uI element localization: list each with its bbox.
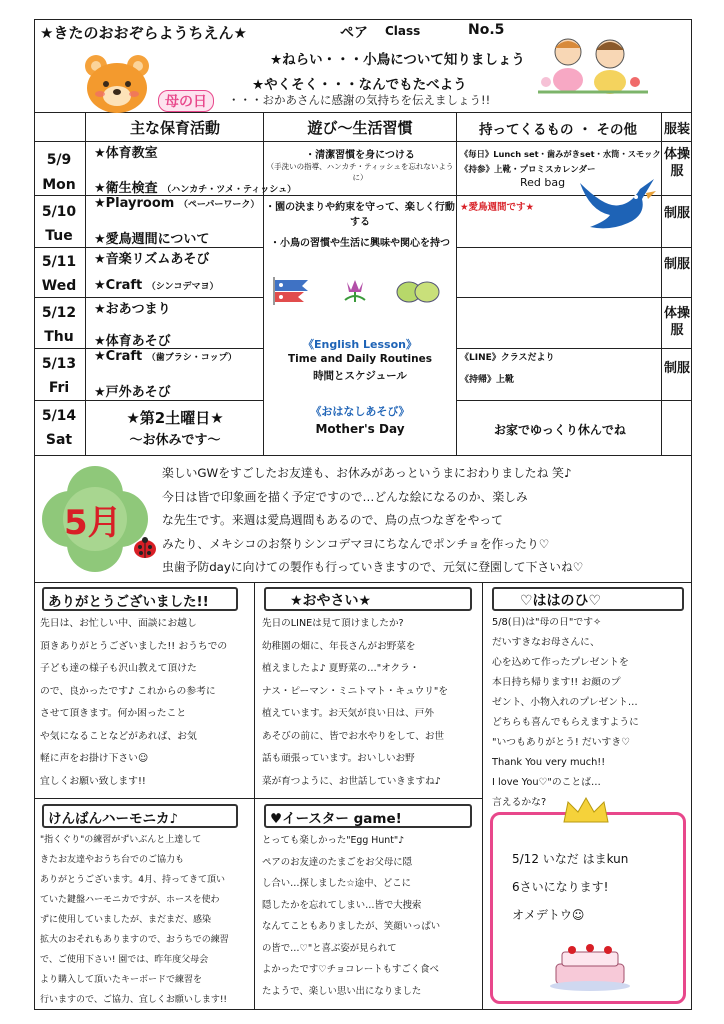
day-weekday: Wed [41, 278, 77, 294]
column-body: 先日は、お忙しい中、面談にお越し 頂きありがとうございました!! おうちでの 子ども達の様子も沢山教えて頂けた ので、良かったです♪ これからの参考に させて頂きます。何か困ったこと や気になることなどがあれば、お気 軽に声をお掛け下さい☺ 宜しくお願い致します!! [40, 618, 228, 787]
column-title: ♥イースター game! [270, 811, 402, 827]
flower-icon [335, 274, 375, 306]
english-lesson-title: 《English Lesson》 [303, 338, 417, 351]
class-name: ペア [340, 25, 368, 41]
column-header-bring: 持ってくるもの ・ その他 [479, 122, 637, 138]
column-header-play: 遊び～生活習慣 [307, 119, 413, 137]
bring-red-bag: Red bag [520, 176, 566, 189]
divider [34, 455, 692, 456]
english-lesson-text: Time and Daily Routines [288, 353, 432, 365]
day-date: 5/13 [41, 356, 77, 372]
habit-text: ・小鳥の習慣や生活に興味や関心を持つ [270, 238, 450, 249]
month-label: 5月 [64, 503, 122, 543]
crown-icon [560, 796, 612, 826]
promise-text: ★やくそく・・・なんでもたべよう [252, 77, 467, 93]
issue-number: No.5 [468, 22, 505, 38]
bear-icon [82, 50, 152, 114]
story-title: 《おはなしあそび》 [310, 405, 410, 418]
bird-week: ★愛鳥週間です★ [460, 202, 535, 213]
clothes-label: 制服 [664, 361, 691, 376]
day-date: 5/12 [41, 305, 77, 321]
mothers-day-label: 母の日 [158, 90, 214, 112]
divider [456, 400, 692, 401]
school-name: ★きたのおおぞらようちえん★ [40, 24, 247, 42]
birthday-message: 5/12 いなだ はまkun 6さいになります! オメデトウ☺ [512, 852, 629, 922]
birthday-cake-icon [548, 940, 632, 992]
activity-item: ★体育あそび [94, 334, 171, 349]
class-word: Class [385, 24, 421, 38]
divider [482, 582, 483, 1010]
column-body: 5/8(日)は"母の日"です✧ だいすきなお母さんに、 心を込めて作ったプレゼントを 本日持ち帰ります!! お顔のプ ゼント、小物入れのプレゼント… どちらも喜んでもらえますように "いつもありがとう! だいすき♡ Thank You very much!! I love You♡"のことば… 言えるかな? [492, 617, 639, 808]
activity-item: ★愛鳥週間について [94, 232, 210, 247]
day-date: 5/9 [46, 152, 72, 168]
day-weekday: Thu [44, 329, 74, 345]
rest-message: お家でゆっくり休んでね [494, 423, 626, 437]
mothers-day-note: ・・・おかあさんに感謝の気持ちを伝えましょう!! [228, 93, 491, 107]
column-header-activity: 主な保育活動 [129, 119, 220, 137]
activity-item: ★Playroom （ペーパーワーク） [94, 196, 260, 211]
column-title: ♡ははのひ♡ [520, 593, 602, 609]
divider [34, 400, 263, 401]
activity-item: ★おあつまり [94, 302, 171, 317]
clothes-label: 制服 [664, 206, 691, 221]
month-message: 楽しいGWをすごしたお友達も、お休みがあっというまにおわりましたね 笑♪ 今日は皆で印象画を描く予定ですので…どんな絵になるのか、楽しみ な先生です。来週は愛鳥週間もあるので、鳥の点つなぎをやって みたり、メキシコのお祭りシンコデマヨにちなんでポンチョを作ったり♡ 虫歯予防dayに向けての製作も行っていきますので、元気に登園して下さいね♡ [162, 466, 584, 574]
day-weekday: Tue [45, 228, 73, 244]
clothes-label: 体操服 [664, 306, 691, 338]
divider [456, 348, 692, 349]
clothes-label: 制服 [664, 257, 691, 272]
clothes-label: 体操服 [664, 147, 691, 179]
activity-item: ★音楽リズムあそび [94, 252, 210, 267]
saturday-note: ～お休みです～ [129, 433, 221, 448]
swallow-icon [576, 175, 658, 241]
day-weekday: Sat [45, 432, 73, 448]
bring-line: 《LINE》クラスだより [460, 353, 555, 363]
column-body: とっても楽しかった"Egg Hunt"♪ ペアのお友達のたまごをお父母に隠 し合い…探しました☆途中、どこに 隠したかを忘れてしまい…皆で大捜索 なんてこともありましたが、笑顔いっぱい の皆で…♡"と喜ぶ姿が見られて よかったです♡チョコレートもすごく食べ たようで、楽しい思い出になりました [262, 835, 441, 997]
column-body: "指くぐり"の練習がずいぶんと上達して きたお友達やおうち台でのご協力も ありがとうございます。4月、持ってきて頂い ていた鍵盤ハーモニカですが、ホースを使わ ずに使用していましたが、まだまだ、感染 拡大のおそれもありますので、おうちでの練習 で、ご使用下さい! 園では、昨年度父母会 より購入して頂いたキーボードで練習を 行いますので、ご協力、宜しくお願いします!! [40, 835, 229, 1005]
english-lesson-text: 時間とスケジュール [313, 370, 407, 382]
divider [661, 112, 662, 455]
day-date: 5/10 [41, 204, 77, 220]
habit-text: ・園の決まりや約束を守って、楽しく行動する [265, 202, 455, 228]
day-date: 5/14 [41, 408, 77, 424]
activity-item: ★Craft （歯ブラシ・コップ） [94, 349, 237, 364]
divider [85, 112, 86, 455]
day-date: 5/11 [41, 254, 77, 270]
column-body: 先日のLINEは見て頂けましたか? 幼稚園の畑に、年長さんがお野菜を 植えましたよ♪ 夏野菜の…"オクラ・ ナス・ピーマン・ミニトマト・キュウリ"を 植えています。お天気が良い日は、戸外 あそびの前に、皆でお水やりをして、お世 話も頑張っています。おいしいお野 菜が育つように、お世話していきますね♪ [262, 618, 448, 787]
divider [34, 582, 692, 583]
habit-text: ・清潔習慣を身につける [305, 150, 415, 161]
habit-note: （手洗いの指導、ハンカチ・ティッシュを忘れないように） [266, 162, 454, 182]
activity-item: ★衛生検査 （ハンカチ・ツメ・ティッシュ） [94, 181, 297, 196]
leaf-icon [395, 280, 440, 304]
divider [456, 297, 692, 298]
story-text: Mother's Day [315, 422, 405, 436]
column-title: ★おやさい★ [290, 593, 372, 609]
bring-daily: 《毎日》Lunch set・歯みがきset・水筒・スモック [460, 149, 661, 159]
bring-carry: 《持参》上靴・プロミスカレンダー [460, 165, 596, 175]
activity-item: ★体育教室 [94, 146, 158, 161]
divider [34, 798, 482, 799]
divider [456, 247, 692, 248]
aim-text: ★ねらい・・・小鳥について知りましょう [270, 52, 525, 68]
saturday-title: ★第2土曜日★ [126, 409, 224, 427]
ladybug-icon [132, 535, 158, 559]
carp-streamer-icon [270, 275, 320, 305]
family-illustration-icon [538, 32, 648, 94]
day-weekday: Mon [42, 177, 76, 193]
day-weekday: Fri [48, 380, 70, 396]
activity-item: ★Craft （シンコデマヨ） [94, 278, 219, 293]
column-header-clothes: 服装 [663, 122, 690, 137]
divider [456, 112, 457, 455]
column-title: けんばんハーモニカ♪ [48, 811, 179, 827]
bring-return: 《持帰》上靴 [460, 375, 515, 385]
activity-item: ★戸外あそび [94, 385, 171, 400]
divider [254, 582, 255, 1010]
divider [263, 112, 264, 455]
column-title: ありがとうございました!! [48, 594, 209, 610]
